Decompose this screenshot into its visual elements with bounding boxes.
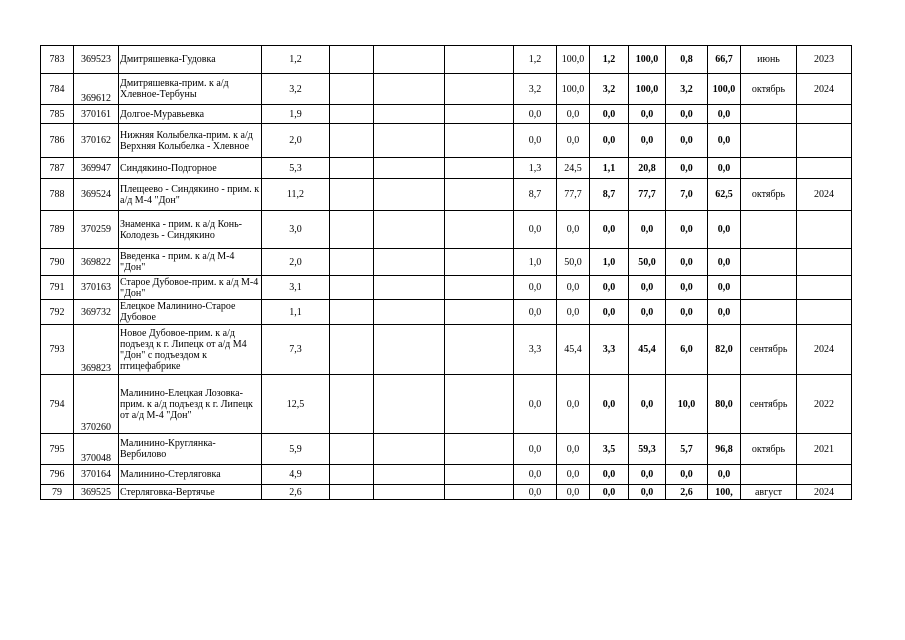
empty-cell: [374, 434, 445, 465]
value-cell: 0,0: [514, 485, 557, 500]
bold-value-cell: 5,7: [666, 434, 708, 465]
bold-percent-cell: 0,0: [708, 276, 741, 300]
length-cell: 3,0: [262, 211, 330, 249]
bold-percent-cell: 96,8: [708, 434, 741, 465]
empty-cell: [445, 179, 514, 211]
empty-cell: [330, 124, 374, 158]
road-name-cell: Плещеево - Синдякино - прим. к а/д М-4 "Дон": [119, 179, 262, 211]
bold-percent-cell: 0,0: [708, 300, 741, 325]
row-number-cell: 791: [41, 276, 74, 300]
road-name-cell: Синдякино-Подгорное: [119, 158, 262, 179]
month-cell: октябрь: [741, 74, 797, 105]
empty-cell: [374, 105, 445, 124]
empty-cell: [330, 300, 374, 325]
bold-percent-cell: 0,0: [708, 465, 741, 485]
empty-cell: [374, 124, 445, 158]
bold-value-cell: 6,0: [666, 325, 708, 375]
percent-cell: 100,0: [557, 46, 590, 74]
row-number-cell: 786: [41, 124, 74, 158]
bold-percent-cell: 0,0: [629, 375, 666, 434]
value-cell: 3,2: [514, 74, 557, 105]
length-cell: 5,9: [262, 434, 330, 465]
road-name-cell: Долгое-Муравьевка: [119, 105, 262, 124]
row-number-cell: 784: [41, 74, 74, 105]
value-cell: 0,0: [514, 434, 557, 465]
bold-value-cell: 2,6: [666, 485, 708, 500]
bold-value-cell: 0,0: [666, 300, 708, 325]
road-code-cell: 370259: [74, 211, 119, 249]
table-row: [41, 434, 852, 465]
bold-percent-cell: 77,7: [629, 179, 666, 211]
value-cell: 1,3: [514, 158, 557, 179]
percent-cell: 0,0: [557, 465, 590, 485]
bold-value-cell: 0,0: [590, 375, 629, 434]
bold-value-cell: 0,0: [590, 124, 629, 158]
value-cell: 0,0: [514, 300, 557, 325]
value-cell: 0,0: [514, 465, 557, 485]
bold-value-cell: 0,0: [666, 105, 708, 124]
bold-percent-cell: 82,0: [708, 325, 741, 375]
road-code-cell: 370164: [74, 465, 119, 485]
bold-percent-cell: 62,5: [708, 179, 741, 211]
road-name-cell: Введенка - прим. к а/д М-4 "Дон": [119, 249, 262, 276]
month-cell: октябрь: [741, 179, 797, 211]
empty-cell: [445, 300, 514, 325]
bold-percent-cell: 66,7: [708, 46, 741, 74]
bold-percent-cell: 0,0: [629, 465, 666, 485]
empty-cell: [445, 74, 514, 105]
empty-cell: [374, 74, 445, 105]
month-cell: [741, 158, 797, 179]
bold-percent-cell: 0,0: [629, 276, 666, 300]
road-name-cell: Новое Дубовое-прим. к а/д подъезд к г. Липецк от а/д М4 "Дон" с подъездом к птицефабрике: [119, 325, 262, 375]
bold-value-cell: 0,0: [590, 465, 629, 485]
bold-percent-cell: 0,0: [629, 105, 666, 124]
empty-cell: [445, 249, 514, 276]
year-cell: 2024: [797, 179, 852, 211]
value-cell: 3,3: [514, 325, 557, 375]
bold-value-cell: 0,8: [666, 46, 708, 74]
value-cell: 0,0: [514, 211, 557, 249]
length-cell: 11,2: [262, 179, 330, 211]
empty-cell: [445, 124, 514, 158]
road-code-cell: 369612: [74, 74, 119, 105]
empty-cell: [330, 105, 374, 124]
road-name-cell: Дмитряшевка-прим. к а/д Хлевное-Тербуны: [119, 74, 262, 105]
month-cell: [741, 276, 797, 300]
empty-cell: [374, 485, 445, 500]
road-code-cell: 369524: [74, 179, 119, 211]
table-row: [41, 325, 852, 375]
month-cell: [741, 300, 797, 325]
bold-percent-cell: 0,0: [629, 211, 666, 249]
table-row: [41, 276, 852, 300]
empty-cell: [374, 158, 445, 179]
length-cell: 4,9: [262, 465, 330, 485]
empty-cell: [374, 465, 445, 485]
length-cell: 5,3: [262, 158, 330, 179]
length-cell: 2,0: [262, 124, 330, 158]
percent-cell: 0,0: [557, 105, 590, 124]
empty-cell: [445, 375, 514, 434]
road-code-cell: 370161: [74, 105, 119, 124]
value-cell: 0,0: [514, 375, 557, 434]
bold-percent-cell: 100,: [708, 485, 741, 500]
length-cell: 1,1: [262, 300, 330, 325]
table-row: [41, 179, 852, 211]
road-name-cell: Малинино-Круглянка-Вербилово: [119, 434, 262, 465]
road-name-cell: Знаменка - прим. к а/д Конь-Колодезь - Синдякино: [119, 211, 262, 249]
bold-value-cell: 3,5: [590, 434, 629, 465]
value-cell: 8,7: [514, 179, 557, 211]
road-code-cell: 369523: [74, 46, 119, 74]
length-cell: 1,9: [262, 105, 330, 124]
road-name-cell: Елецкое Малинино-Старое Дубовое: [119, 300, 262, 325]
value-cell: 1,2: [514, 46, 557, 74]
row-number-cell: 795: [41, 434, 74, 465]
table-row: [41, 124, 852, 158]
row-number-cell: 787: [41, 158, 74, 179]
length-cell: 1,2: [262, 46, 330, 74]
bold-value-cell: 0,0: [590, 211, 629, 249]
bold-value-cell: 0,0: [666, 211, 708, 249]
road-name-cell: Старое Дубовое-прим. к а/д М-4 "Дон": [119, 276, 262, 300]
bold-percent-cell: 0,0: [708, 105, 741, 124]
empty-cell: [374, 300, 445, 325]
year-cell: [797, 124, 852, 158]
empty-cell: [445, 485, 514, 500]
empty-cell: [330, 158, 374, 179]
table-row: [41, 158, 852, 179]
bold-percent-cell: 0,0: [708, 249, 741, 276]
percent-cell: 0,0: [557, 124, 590, 158]
row-number-cell: 785: [41, 105, 74, 124]
table-row: [41, 485, 852, 500]
empty-cell: [445, 46, 514, 74]
month-cell: июнь: [741, 46, 797, 74]
year-cell: 2022: [797, 375, 852, 434]
bold-value-cell: 0,0: [666, 276, 708, 300]
road-code-cell: 369732: [74, 300, 119, 325]
bold-percent-cell: 59,3: [629, 434, 666, 465]
bold-value-cell: 10,0: [666, 375, 708, 434]
month-cell: [741, 249, 797, 276]
year-cell: 2021: [797, 434, 852, 465]
table-row: [41, 74, 852, 105]
row-number-cell: 793: [41, 325, 74, 375]
bold-percent-cell: 0,0: [708, 158, 741, 179]
length-cell: 12,5: [262, 375, 330, 434]
road-name-cell: Малинино-Стерляговка: [119, 465, 262, 485]
empty-cell: [330, 46, 374, 74]
year-cell: 2024: [797, 485, 852, 500]
bold-percent-cell: 0,0: [708, 124, 741, 158]
percent-cell: 100,0: [557, 74, 590, 105]
bold-value-cell: 0,0: [590, 485, 629, 500]
value-cell: 0,0: [514, 124, 557, 158]
bold-value-cell: 0,0: [666, 249, 708, 276]
month-cell: [741, 465, 797, 485]
row-number-cell: 792: [41, 300, 74, 325]
empty-cell: [374, 179, 445, 211]
road-code-cell: 370162: [74, 124, 119, 158]
length-cell: 3,2: [262, 74, 330, 105]
empty-cell: [374, 46, 445, 74]
empty-cell: [445, 434, 514, 465]
year-cell: 2024: [797, 325, 852, 375]
year-cell: [797, 249, 852, 276]
month-cell: [741, 105, 797, 124]
road-code-cell: 369525: [74, 485, 119, 500]
month-cell: [741, 124, 797, 158]
bold-value-cell: 1,2: [590, 46, 629, 74]
table-row: [41, 249, 852, 276]
empty-cell: [330, 211, 374, 249]
percent-cell: 0,0: [557, 276, 590, 300]
empty-cell: [330, 325, 374, 375]
empty-cell: [330, 179, 374, 211]
bold-value-cell: 0,0: [590, 105, 629, 124]
percent-cell: 50,0: [557, 249, 590, 276]
table-row: [41, 211, 852, 249]
empty-cell: [374, 375, 445, 434]
empty-cell: [445, 105, 514, 124]
row-number-cell: 789: [41, 211, 74, 249]
bold-value-cell: 7,0: [666, 179, 708, 211]
length-cell: 7,3: [262, 325, 330, 375]
bold-value-cell: 8,7: [590, 179, 629, 211]
road-name-cell: Нижняя Колыбелка-прим. к а/д Верхняя Колыбелка - Хлевное: [119, 124, 262, 158]
bold-value-cell: 0,0: [666, 124, 708, 158]
year-cell: [797, 465, 852, 485]
empty-cell: [330, 485, 374, 500]
table-row: [41, 105, 852, 124]
percent-cell: 77,7: [557, 179, 590, 211]
road-code-cell: 369823: [74, 325, 119, 375]
year-cell: 2024: [797, 74, 852, 105]
month-cell: [741, 211, 797, 249]
road-name-cell: Малинино-Елецкая Лозовка-прим. к а/д подъезд к г. Липецк от а/д М-4 "Дон": [119, 375, 262, 434]
empty-cell: [330, 249, 374, 276]
road-code-cell: 369822: [74, 249, 119, 276]
empty-cell: [330, 74, 374, 105]
table-row: [41, 46, 852, 74]
bold-value-cell: 0,0: [590, 276, 629, 300]
table-row: [41, 300, 852, 325]
percent-cell: 0,0: [557, 375, 590, 434]
year-cell: [797, 276, 852, 300]
percent-cell: 0,0: [557, 485, 590, 500]
bold-value-cell: 1,1: [590, 158, 629, 179]
length-cell: 2,6: [262, 485, 330, 500]
bold-percent-cell: 80,0: [708, 375, 741, 434]
year-cell: 2023: [797, 46, 852, 74]
empty-cell: [330, 465, 374, 485]
year-cell: [797, 158, 852, 179]
bold-value-cell: 0,0: [666, 158, 708, 179]
bold-percent-cell: 0,0: [629, 124, 666, 158]
month-cell: август: [741, 485, 797, 500]
bold-percent-cell: 20,8: [629, 158, 666, 179]
empty-cell: [374, 211, 445, 249]
road-name-cell: Дмитряшевка-Гудовка: [119, 46, 262, 74]
month-cell: октябрь: [741, 434, 797, 465]
empty-cell: [445, 325, 514, 375]
percent-cell: 0,0: [557, 300, 590, 325]
road-code-cell: 370048: [74, 434, 119, 465]
month-cell: сентябрь: [741, 325, 797, 375]
length-cell: 3,1: [262, 276, 330, 300]
road-code-cell: 370163: [74, 276, 119, 300]
empty-cell: [445, 465, 514, 485]
percent-cell: 0,0: [557, 434, 590, 465]
length-cell: 2,0: [262, 249, 330, 276]
row-number-cell: 79: [41, 485, 74, 500]
bold-value-cell: 3,2: [666, 74, 708, 105]
value-cell: 0,0: [514, 105, 557, 124]
bold-percent-cell: 50,0: [629, 249, 666, 276]
value-cell: 1,0: [514, 249, 557, 276]
bold-percent-cell: 0,0: [629, 300, 666, 325]
bold-percent-cell: 45,4: [629, 325, 666, 375]
empty-cell: [330, 434, 374, 465]
row-number-cell: 796: [41, 465, 74, 485]
bold-value-cell: 0,0: [590, 300, 629, 325]
bold-value-cell: 3,3: [590, 325, 629, 375]
road-name-cell: Стерляговка-Вертячье: [119, 485, 262, 500]
table-row: [41, 375, 852, 434]
bold-percent-cell: 0,0: [708, 211, 741, 249]
month-cell: сентябрь: [741, 375, 797, 434]
empty-cell: [374, 325, 445, 375]
year-cell: [797, 211, 852, 249]
row-number-cell: 790: [41, 249, 74, 276]
empty-cell: [374, 249, 445, 276]
percent-cell: 0,0: [557, 211, 590, 249]
bold-value-cell: 3,2: [590, 74, 629, 105]
percent-cell: 24,5: [557, 158, 590, 179]
bold-percent-cell: 0,0: [629, 485, 666, 500]
row-number-cell: 788: [41, 179, 74, 211]
empty-cell: [330, 276, 374, 300]
value-cell: 0,0: [514, 276, 557, 300]
empty-cell: [330, 375, 374, 434]
table-row: [41, 465, 852, 485]
road-table: [40, 45, 852, 500]
row-number-cell: 783: [41, 46, 74, 74]
percent-cell: 45,4: [557, 325, 590, 375]
year-cell: [797, 300, 852, 325]
bold-value-cell: 1,0: [590, 249, 629, 276]
bold-percent-cell: 100,0: [629, 74, 666, 105]
row-number-cell: 794: [41, 375, 74, 434]
bold-percent-cell: 100,0: [629, 46, 666, 74]
empty-cell: [445, 211, 514, 249]
road-code-cell: 369947: [74, 158, 119, 179]
bold-percent-cell: 100,0: [708, 74, 741, 105]
year-cell: [797, 105, 852, 124]
empty-cell: [374, 276, 445, 300]
bold-value-cell: 0,0: [666, 465, 708, 485]
empty-cell: [445, 276, 514, 300]
empty-cell: [445, 158, 514, 179]
road-code-cell: 370260: [74, 375, 119, 434]
